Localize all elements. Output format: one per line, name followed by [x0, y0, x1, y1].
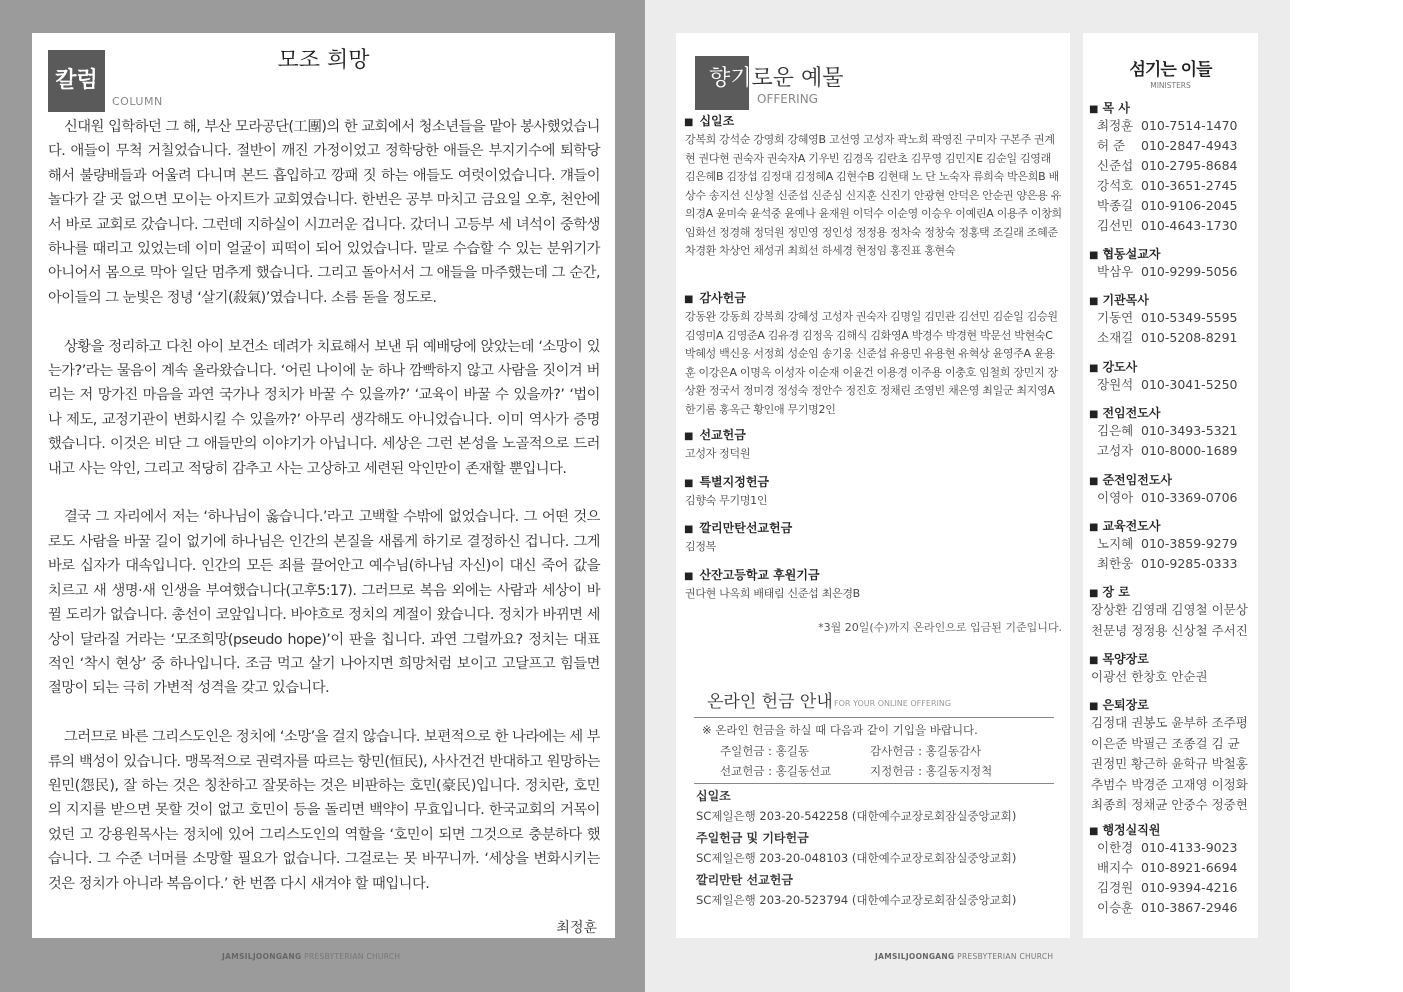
- minister-phone: 010-5349-5595: [1141, 310, 1238, 325]
- online-name-guide: [720, 741, 1020, 781]
- section-head: ■ 행정실직원: [1089, 821, 1257, 838]
- footer-church-rest: PRESBYTERIAN CHURCH: [304, 952, 401, 961]
- offering-note: *3월 20일(수)까지 온라인으로 입금된 기준입니다.: [818, 621, 1062, 634]
- account-kalimantan: [696, 871, 1056, 908]
- account-head: 십일조: [696, 789, 731, 803]
- minister-row: [1089, 308, 1257, 328]
- minister-row: [1089, 898, 1257, 918]
- account-line: SC제일은행 203-20-048103 (대한예수교장로회잠실중앙교회): [696, 851, 1017, 865]
- names-line: 천문녕 정정용 신상철 주서진: [1091, 622, 1248, 638]
- section-head: ■ 기관목사: [1089, 291, 1257, 308]
- column-paragraph: 그러므로 바른 그리스도인은 정치에 ‘소망’을 걸지 않습니다. 보편적으로 한 나라에는 세 부류의 백성이 있습니다. 맹목적으로 권력자를 따르는 항민(恒民), 사사건건 반대하고 원망하는 원민(怨民), 잘 하는 것은 칭찬하고 잘못하는 것은 비판하는 호민(豪民)입니다. 정치란, 호민의 지지를 받으면 못할 것이 없고 호민이 등을 돌리면 백약이 무효입니다. 한국교회의 거목이었던 고 강용원목사는 정치에 있어 그리스도인의 역할을 ‘호민이 되면 그것으로 충분하다 했습니다. 그 수준 너머를 소망할 필요가 없습니다. 그걸로는 못 바꾸니까. ‘세상을 변화시키는 것은 정치가 아니라 복음이다.’ 한 번쯤 다시 새겨야 할 때입니다.: [48, 729, 600, 892]
- column-paragraph: 상황을 정리하고 다친 아이 보건소 데려가 치료해서 보낸 뒤 예배당에 앉았는데 ‘소망이 있는가?’라는 물음이 계속 올라왔습니다. ‘어린 나이에 눈 하나 깜빡하지 않고 사람을 짓이겨 버리는 저 망가진 마음을 과연 국가나 정치가 바꿀 수 있을까?’ ‘교육이 바꿀 수 있을까?’ ‘법이나 제도, 교정기관이 변화시킬 수 있을까?’ 아무리 생각해도 아니었습니다. 이미 역사가 증명했습니다. 이것은 비단 그 애들만의 이야기가 아닙니다. 세상은 그런 본성을 노골적으로 드러내고 사는 악인, 그리고 적당히 감추고 사는 고상하고 세련된 악인만이 존재할 뿐입니다.: [48, 338, 600, 477]
- section-names: 강동완 강동희 강복희 강혜성 고성자 권숙자 김명일 김민관 김선민 김순일 김승원 김영미A 김영준A 김유경 김정옥 김해식 김화영A 박경수 박경현 박문선 박현숙C 박혜성 백신옹 서정희 성순임 송기웅 신준섭 유용민 유용현 유혁상 윤영주A 윤용훈 이강은A 이명옥 이성자 이순재 이윤건 이용경 이주용 이충호 임철희 장민지 장상환 정국서 정미경 정성숙 정안수 정진호 정채린 조영빈 채은영 최일군 최지영A 한기롬 홍옥근 황인애 무기명2인: [685, 310, 1058, 416]
- column-subtag: COLUMN: [112, 95, 163, 108]
- minister-phone: 010-3651-2745: [1141, 178, 1238, 193]
- offering-section-tithe: [684, 112, 1064, 261]
- account-sunday: [696, 829, 1056, 866]
- ministers-title: 섬기는 이들: [1129, 60, 1212, 80]
- offering-title-rest: 로운 예물: [751, 66, 844, 91]
- names-line: 장상환 김영래 김영철 이문상: [1091, 602, 1248, 617]
- minister-row: [1089, 216, 1257, 236]
- online-divider-bottom: [694, 783, 1054, 784]
- minister-name: 노지혜: [1097, 536, 1134, 551]
- minister-phone: 010-8921-6694: [1141, 860, 1238, 875]
- column-paragraph: 신대원 입학하던 그 해, 부산 모라공단(工團)의 한 교회에서 청소년들을 맡아 봉사했었습니다. 애들이 무척 거칠었습니다. 절반이 깨진 가정이었고 정학당한 애들은 부지기수에 퇴학당해서 불량배들과 어울려 다니며 본드 흡입하고 깡패 짓 하는 애들도 여럿이었습니다. 걔들이 놀다가 갈 곳 없으면 모이는 아지트가 교회였습니다. 한번은 공부 마치고 금요일 오후, 천안에서 바로 교회로 갔습니다. 그런데 지하실이 시끄러운 겁니다. 갔더니 고등부 세 녀석이 중학생 하나를 때리고 있었는데 이미 얼굴이 피떡이 되어 있었습니다. 말로 수습할 수 있는 분위기가 아니어서 몸으로 막아 일단 멈추게 했습니다. 그리고 돌아서서 그 애들을 마주했는데 그 순간, 아이들의 그 눈빛은 정녕 ‘살기(殺氣)’였습니다. 소름 돋을 정도로.: [48, 119, 600, 306]
- minister-name: 김은혜: [1097, 423, 1134, 438]
- account-head: 깔리만탄 선교헌금: [696, 873, 793, 887]
- column-paragraph: 결국 그 자리에서 저는 ‘하나님이 옳습니다.’라고 고백할 수밖에 없었습니다. 그 어떤 것으로도 사람을 바꿀 길이 없기에 하나님은 인간의 본질을 새롭게 하기로 결정하신 겁니다. 그게 바로 십자가 대속입니다. 인간의 모든 죄를 끌어안고 예수님(하나님 자신)이 대신 죽어 값을 치르고 새 생명·새 인생을 부여했습니다(고후5:17). 그러므로 복음 외에는 사람과 세상이 바뀔 도리가 없습니다. 총선이 코앞입니다. 바야흐로 정치의 계절이 왔습니다. 정치가 바뀌면 세상이 달라질 거라는 ‘모조희망(pseudo hope)’이 판을 칩니다. 과연 그럴까요? 정치는 대표적인 ‘착시 현상’ 중 하나입니다. 조금 먹고 살기 나아지면 희망처럼 보이고 고달프고 힘들면 절망이 되는 극히 가변적 성격을 갖고 있습니다.: [48, 509, 600, 697]
- ministers-pastoral-elders: [1089, 650, 1257, 688]
- ministers-admin: [1089, 821, 1257, 918]
- minister-phone: 010-8000-1689: [1141, 443, 1238, 458]
- section-names: 김정복: [685, 540, 716, 553]
- minister-phone: 010-4643-1730: [1141, 218, 1238, 233]
- section-names: 권다현 나옥희 배태림 신준섭 최은경B: [685, 587, 860, 600]
- names-line: 이은준 박필근 조종걸 김 균: [1091, 735, 1240, 751]
- minister-phone: 010-4133-9023: [1141, 840, 1238, 855]
- minister-row: [1089, 441, 1257, 461]
- online-item: 감사헌금 : 홍길동감사: [870, 744, 982, 758]
- section-head: ■ 강도사: [1089, 358, 1257, 375]
- online-divider-top: [694, 717, 1054, 718]
- minister-row: [1089, 136, 1257, 156]
- section-head: ■ 선교헌금: [684, 426, 1064, 443]
- minister-name: 장원석: [1097, 377, 1134, 392]
- minister-name: 소재길: [1097, 330, 1134, 345]
- footer-church-rest: PRESBYTERIAN CHURCH: [957, 952, 1054, 961]
- minister-row: [1089, 375, 1257, 395]
- section-head: ■ 협동설교자: [1089, 245, 1257, 262]
- section-names: 김향숙 무기명1인: [685, 494, 768, 507]
- account-line: SC제일은행 203-20-523794 (대한예수교장로회잠실중앙교회): [696, 893, 1017, 907]
- section-head: ■ 장 로: [1089, 583, 1257, 600]
- minister-row: [1089, 534, 1257, 554]
- minister-phone: 010-2795-8684: [1141, 158, 1238, 173]
- account-tithe: [696, 787, 1056, 824]
- names-line: 권정민 황근하 윤학규 박철홍: [1091, 756, 1248, 771]
- minister-name: 박삼우: [1097, 264, 1134, 279]
- minister-name: 고성자: [1097, 443, 1134, 458]
- online-title: 온라인 헌금 안내: [707, 692, 833, 712]
- minister-phone: 010-9394-4216: [1141, 880, 1238, 895]
- minister-row: [1089, 116, 1257, 136]
- section-head: ■ 교육전도사: [1089, 517, 1257, 534]
- offering-section-mission: [684, 426, 1064, 464]
- section-names: 고성자 정덕원: [685, 447, 751, 460]
- minister-name: 최한웅: [1097, 556, 1134, 571]
- minister-row: [1089, 858, 1257, 878]
- online-item: 선교헌금 : 홍길동선교: [720, 764, 832, 778]
- ministers-elders: [1089, 583, 1257, 641]
- offering-section-school: [684, 566, 1064, 604]
- section-head: ■ 십일조: [684, 112, 1064, 129]
- ministers-semi: [1089, 471, 1257, 508]
- ministers-licentiate: [1089, 358, 1257, 395]
- minister-phone: 010-3493-5321: [1141, 423, 1238, 438]
- section-head: ■ 특별지정헌금: [684, 473, 1064, 490]
- minister-phone: 010-9299-5056: [1141, 264, 1238, 279]
- offering-section-special: [684, 473, 1064, 511]
- ministers-coop: [1089, 245, 1257, 282]
- minister-phone: 010-3867-2946: [1141, 900, 1238, 915]
- column-title: 모조 희망: [277, 48, 370, 73]
- offering-subtitle: OFFERING: [757, 92, 818, 106]
- online-subtitle: FOR YOUR ONLINE OFFERING: [834, 699, 952, 708]
- section-head: ■ 산잔고등학교 후원기금: [684, 566, 1064, 583]
- minister-row: [1089, 328, 1257, 348]
- minister-phone: 010-9285-0333: [1141, 556, 1238, 571]
- minister-name: 김선민: [1097, 218, 1134, 233]
- section-head: ■ 은퇴장로: [1089, 696, 1257, 713]
- minister-row: [1089, 878, 1257, 898]
- names-line: 김정대 권봉도 윤부하 조주평: [1091, 715, 1248, 730]
- offering-section-thanks: [684, 289, 1064, 419]
- names-line: 이광선 한창호 안순권: [1091, 669, 1208, 684]
- minister-name: 이승훈: [1097, 900, 1134, 915]
- right-margin: [1290, 0, 1403, 992]
- left-footer: [222, 952, 400, 961]
- minister-row: [1089, 554, 1257, 574]
- minister-name: 허 준: [1097, 138, 1126, 153]
- offering-title: [709, 61, 844, 92]
- minister-phone: 010-7514-1470: [1141, 118, 1238, 133]
- online-item: 주일헌금 : 홍길동: [720, 744, 809, 758]
- minister-row: [1089, 262, 1257, 282]
- offering-panel: [676, 33, 1070, 938]
- names-line: 추범수 박경준 고재영 이정화: [1091, 776, 1248, 792]
- minister-name: 기동연: [1097, 310, 1134, 325]
- minister-row: [1089, 838, 1257, 858]
- right-footer: [875, 952, 1053, 961]
- offering-title-white: 향기: [709, 66, 752, 91]
- minister-phone: 010-3041-5250: [1141, 377, 1238, 392]
- section-head: ■ 깔리만탄선교헌금: [684, 519, 1064, 536]
- minister-name: 이한경: [1097, 840, 1134, 855]
- minister-name: 최정훈: [1097, 118, 1134, 133]
- column-body: [48, 115, 600, 920]
- minister-phone: 010-3859-9279: [1141, 536, 1238, 551]
- minister-name: 박종길: [1097, 198, 1134, 213]
- ministers-fulltime: [1089, 404, 1257, 461]
- section-names: 강복희 강석순 강영희 강혜영B 고선영 고성자 곽노희 곽영진 구미자 구본주 권계현 권다현 권숙자 권숙자A 기우빈 김경옥 김란초 김무영 김민지E 김순일 김영래 김은혜B 김장섭 김정대 김정혜A 김현수B 김현태 노 단 노숙자 류희숙 박은희B 배상수 송지선 신상철 신준섭 신준심 신지훈 신진기 안광현 안덕은 안순권 양은용 유의경A 윤미숙 윤석중 윤예나 윤재원 이덕수 이순영 이승우 이예린A 이용주 이창희 임화선 정경해 정덕원 정민영 정인성 정정용 정차숙 정창숙 정홍택 조길래 조혜준 차경환 차상언 채성귀 최희선 하세경 현정임 홍진표 홍현숙: [685, 133, 1062, 257]
- minister-phone: 010-2847-4943: [1141, 138, 1238, 153]
- minister-phone: 010-9106-2045: [1141, 198, 1238, 213]
- minister-name: 강석호: [1097, 178, 1134, 193]
- minister-name: 신준섭: [1097, 158, 1134, 173]
- column-author: 최정훈: [556, 920, 597, 936]
- section-head: ■ 준전임전도사: [1089, 471, 1257, 488]
- footer-church-bold: JAMSILJOONGANG: [222, 952, 302, 961]
- minister-row: [1089, 488, 1257, 508]
- minister-phone: 010-3369-0706: [1141, 490, 1238, 505]
- minister-name: 배지수: [1097, 860, 1134, 875]
- column-panel: [32, 33, 615, 938]
- footer-church-bold: JAMSILJOONGANG: [875, 952, 955, 961]
- ministers-panel: [1083, 33, 1258, 938]
- account-line: SC제일은행 203-20-542258 (대한예수교장로회잠실중앙교회): [696, 809, 1017, 823]
- minister-phone: 010-5208-8291: [1141, 330, 1238, 345]
- section-head: ■ 감사헌금: [684, 289, 1064, 306]
- section-head: ■ 목 사: [1089, 99, 1257, 116]
- ministers-institution: [1089, 291, 1257, 348]
- minister-row: [1089, 156, 1257, 176]
- ministers-subtitle: MINISTERS: [1150, 81, 1191, 90]
- online-item: 지정헌금 : 홍길동지정척: [870, 764, 993, 778]
- minister-row: [1089, 421, 1257, 441]
- minister-name: 이영아: [1097, 490, 1134, 505]
- ministers-education: [1089, 517, 1257, 574]
- account-head: 주일헌금 및 기타헌금: [696, 831, 809, 845]
- minister-row: [1089, 176, 1257, 196]
- minister-name: 김경원: [1097, 880, 1134, 895]
- ministers-pastors: [1089, 99, 1257, 236]
- section-head: ■ 전임전도사: [1089, 404, 1257, 421]
- section-head: ■ 목양장로: [1089, 650, 1257, 667]
- ministers-retired-elders: [1089, 696, 1257, 816]
- column-tag: 칼럼: [48, 50, 105, 112]
- offering-section-kalimantan: [684, 519, 1064, 557]
- minister-row: [1089, 196, 1257, 216]
- online-intro: ※ 온라인 헌금을 하실 때 다음과 같이 기입을 바랍니다.: [702, 723, 978, 737]
- names-line: 최종희 정채균 안중수 정중현: [1091, 797, 1248, 812]
